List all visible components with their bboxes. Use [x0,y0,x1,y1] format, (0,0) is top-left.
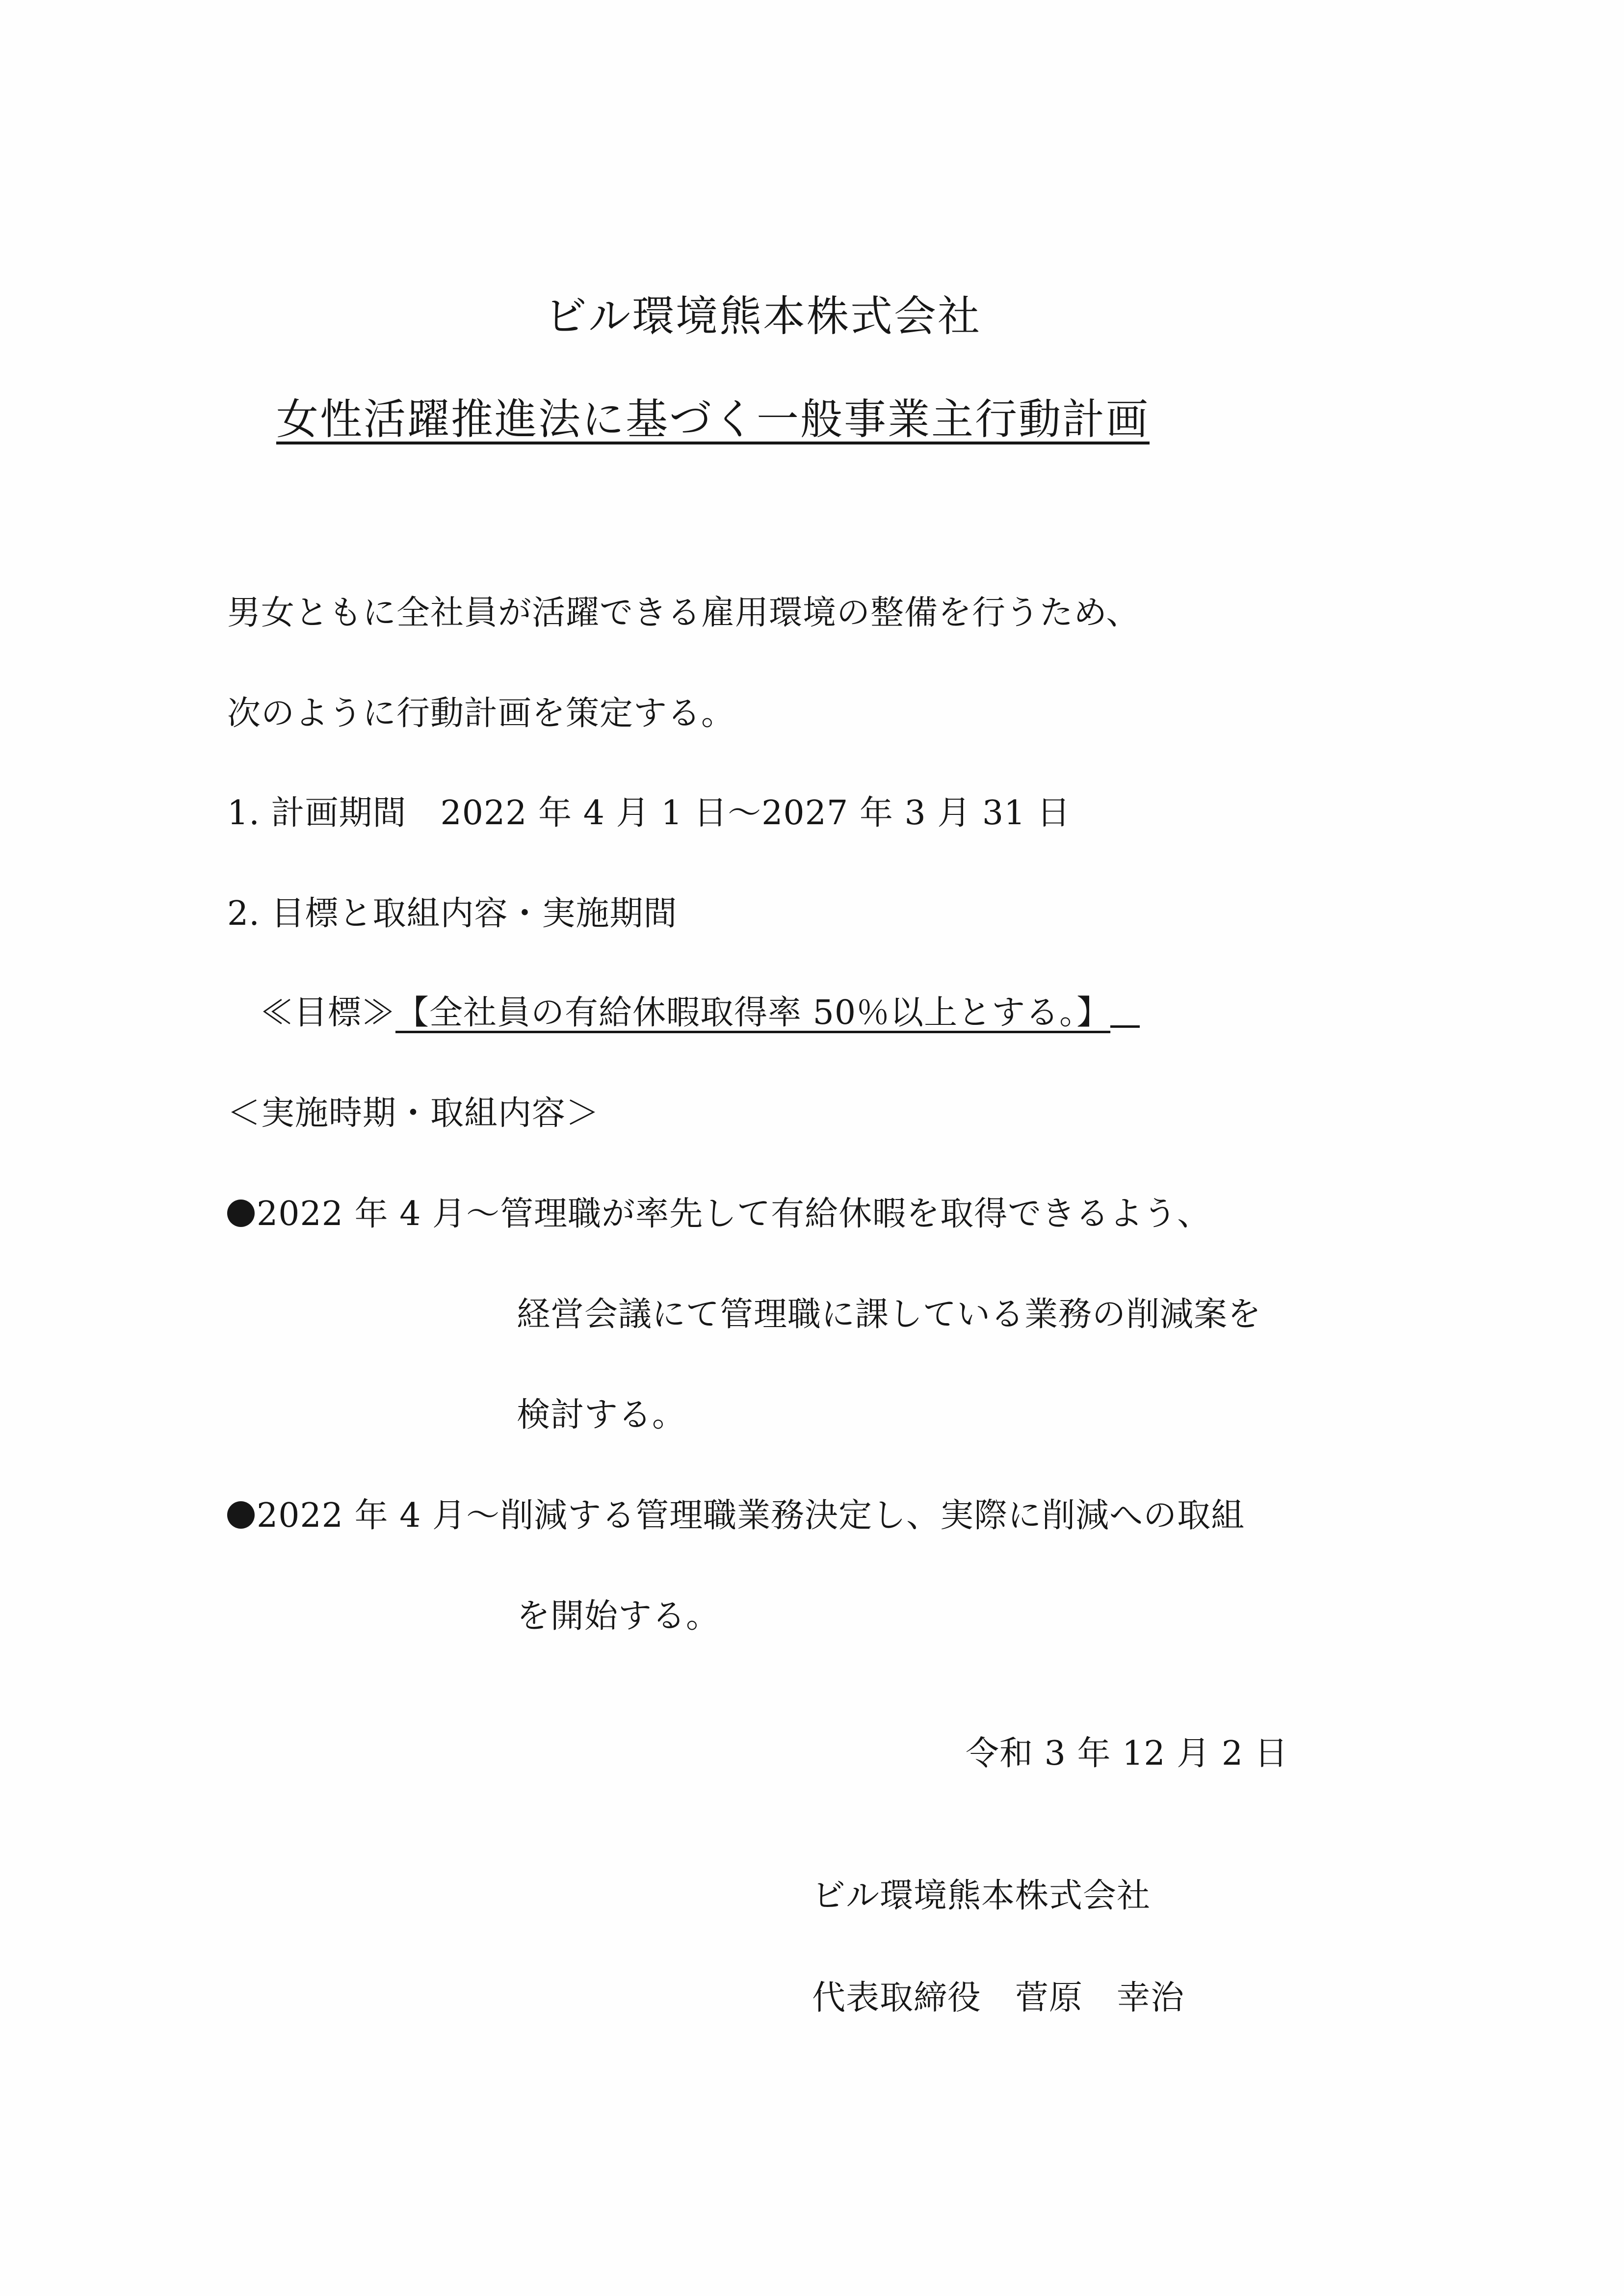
bullet-1-line-2: 経営会議にて管理職に課している業務の削減案を [517,1295,1262,1334]
bullet-1-line-1: 2022 年 4 月～管理職が率先して有給休暇を取得できるよう、 [257,1195,1211,1233]
bullet-item-1 [227,1192,1211,1236]
bullet-icon [227,1200,255,1227]
company-title: ビル環境熊本株式会社 [545,292,981,341]
plan-period-item: 1. 計画期間 2022 年 4 月 1 日～2027 年 3 月 31 日 [227,794,1071,833]
signature-representative: 代表取締役 菅原 幸治 [812,1979,1185,2017]
bullet-2-line-1: 2022 年 4 月～削減する管理職業務決定し、実際に削減への取組 [257,1496,1245,1535]
goal-text: 【全社員の有給休暇取得率 50％以上とする。】 [395,993,1111,1032]
timing-heading: ＜実施時期・取組内容＞ [227,1094,600,1133]
signature-company: ビル環境熊本株式会社 [812,1877,1151,1915]
intro-line-2: 次のように行動計画を策定する。 [227,694,735,733]
goal-line [260,991,1140,1035]
issue-date: 令和 3 年 12 月 2 日 [966,1734,1288,1773]
goal-underline-extension [1110,1025,1140,1028]
bullet-icon [227,1501,255,1529]
bullet-item-2 [227,1494,1245,1538]
bullet-2-line-2: を開始する。 [517,1597,720,1636]
goals-item: 2. 目標と取組内容・実施期間 [227,894,678,933]
plan-title: 女性活躍推進法に基づく一般事業主行動計画 [276,395,1150,444]
bullet-1-line-3: 検討する。 [517,1396,686,1435]
intro-line-1: 男女ともに全社員が活躍できる雇用環境の整備を行うため、 [227,594,1140,632]
goal-label: ≪目標≫ [260,993,396,1032]
